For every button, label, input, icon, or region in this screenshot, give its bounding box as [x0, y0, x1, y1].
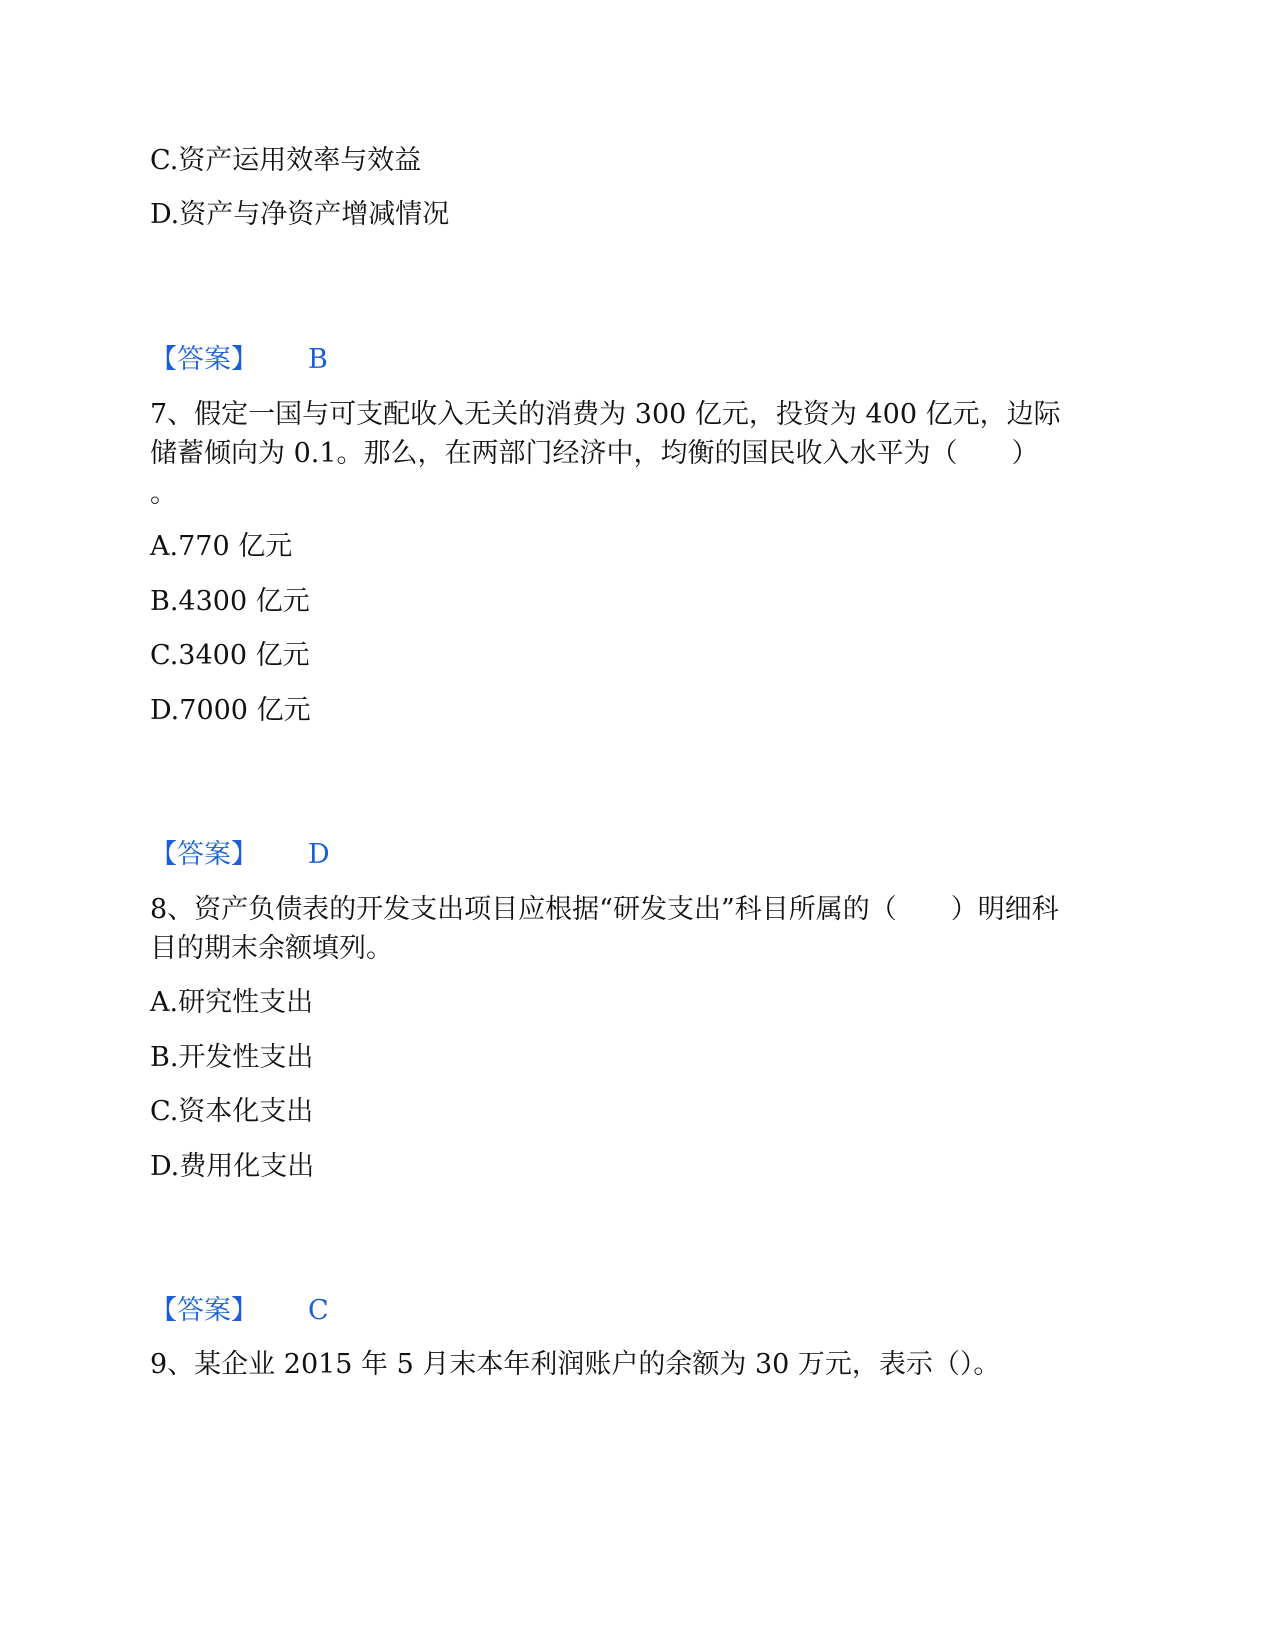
- q6-option-d: D.资产与净资产增减情况: [150, 199, 450, 230]
- q7-option-d: D.7000 亿元: [150, 695, 311, 726]
- q7-option-b: B.4300 亿元: [150, 586, 310, 617]
- answer-value: D: [308, 839, 330, 870]
- q6-option-c: C.资产运用效率与效益: [150, 145, 422, 176]
- q9-stem-line-1: 9、某企业 2015 年 5 月末本年利润账户的余额为 30 万元，表示（）。: [150, 1349, 1001, 1380]
- q7-stem-line-3: 。: [150, 478, 177, 509]
- answer-value: C: [308, 1295, 329, 1326]
- q7-option-a: A.770 亿元: [150, 531, 293, 562]
- q8-answer: [150, 1291, 329, 1331]
- q7-stem-line-2: 储蓄倾向为 0.1。那么，在两部门经济中，均衡的国民收入水平为（ ）: [150, 438, 1039, 469]
- q8-option-d: D.费用化支出: [150, 1151, 315, 1182]
- q8-option-b: B.开发性支出: [150, 1042, 314, 1073]
- q7-stem-line-1: 7、假定一国与可支配收入无关的消费为 300 亿元，投资为 400 亿元，边际: [150, 399, 1061, 430]
- answer-label: 【答案】: [150, 839, 258, 870]
- q7-answer: [150, 835, 330, 875]
- q6-answer: [150, 340, 328, 380]
- answer-label: 【答案】: [150, 344, 258, 375]
- q7-option-c: C.3400 亿元: [150, 640, 310, 671]
- q8-stem-line-2: 目的期末余额填列。: [150, 933, 393, 964]
- q8-option-a: A.研究性支出: [150, 987, 314, 1018]
- q8-stem-line-1: 8、资产负债表的开发支出项目应根据“研发支出”科目所属的（ ）明细科: [150, 894, 1059, 925]
- q8-option-c: C.资本化支出: [150, 1096, 314, 1127]
- answer-label: 【答案】: [150, 1295, 258, 1326]
- answer-value: B: [308, 344, 328, 375]
